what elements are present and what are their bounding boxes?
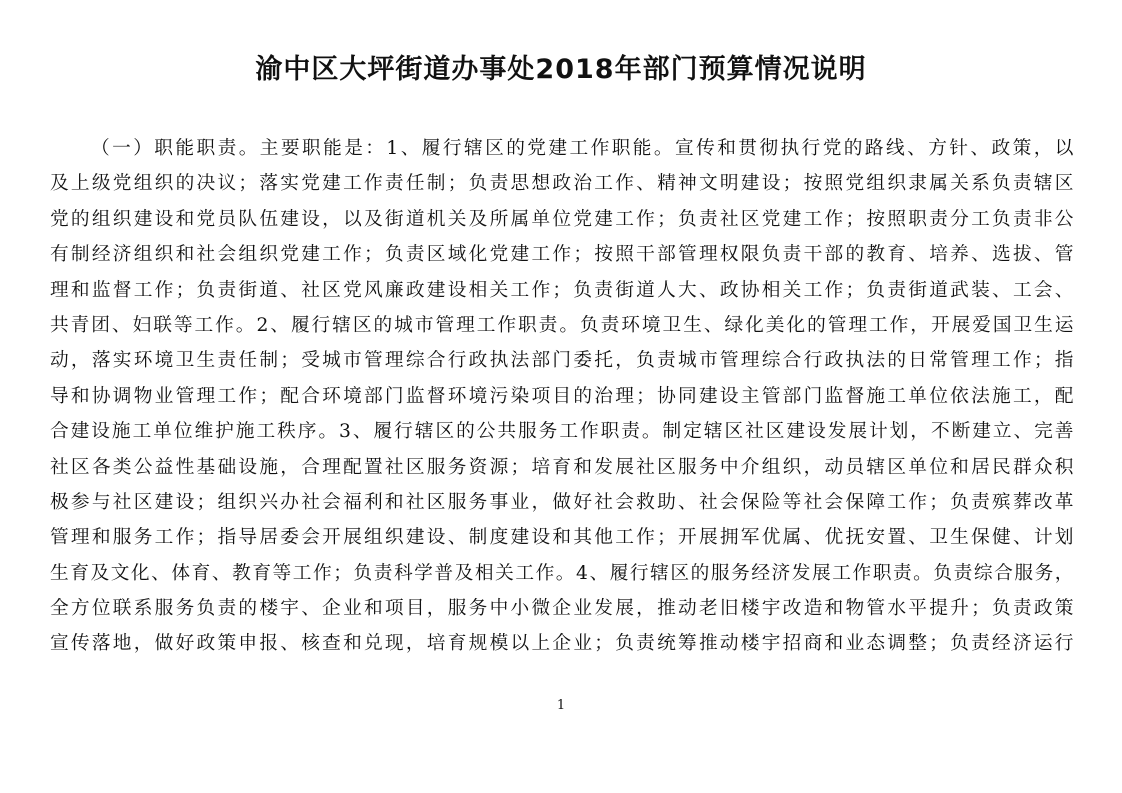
paragraph-line: 导和协调物业管理工作；配合环境部门监督环境污染项目的治理；协同建设主管部门监督施工单位依法施工，配 <box>50 385 1074 407</box>
paragraph-line: （一）职能职责。主要职能是：1、履行辖区的党建工作职能。宣传和贯彻执行党的路线、方针、政策，以 <box>91 138 1074 159</box>
paragraph-line: 有制经济组织和社会组织党建工作；负责区域化党建工作；按照干部管理权限负责干部的教育、培养、选拔、管 <box>50 244 1074 266</box>
paragraph-line: 管理和服务工作；指导居委会开展组织建设、制度建设和其他工作；开展拥军优属、优抚安置、卫生保健、计划 <box>50 527 1074 549</box>
paragraph-line: 共青团、妇联等工作。2、履行辖区的城市管理工作职责。负责环境卫生、绿化美化的管理工作，开展爱国卫生运 <box>50 314 1074 336</box>
page-number: 1 <box>556 698 566 713</box>
paragraph-line: 合建设施工单位维护施工秩序。3、履行辖区的公共服务工作职责。制定辖区社区建设发展计划，不断建立、完善 <box>50 421 1074 443</box>
paragraph-line: 生育及文化、体育、教育等工作；负责科学普及相关工作。4、履行辖区的服务经济发展工作职责。负责综合服务， <box>50 562 1074 584</box>
page-title: 渝中区大坪街道办事处2018年部门预算情况说明 <box>255 54 867 85</box>
paragraph-line: 社区各类公益性基础设施，合理配置社区服务资源；培育和发展社区服务中介组织，动员辖区单位和居民群众积 <box>50 456 1074 478</box>
paragraph-line: 全方位联系服务负责的楼宇、企业和项目，服务中小微企业发展，推动老旧楼宇改造和物管水平提升；负责政策 <box>50 598 1074 620</box>
paragraph-line: 理和监督工作；负责街道、社区党风廉政建设相关工作；负责街道人大、政协相关工作；负责街道武装、工会、 <box>50 279 1074 301</box>
body-paragraph <box>50 131 1074 662</box>
paragraph-line: 极参与社区建设；组织兴办社会福利和社区服务事业，做好社会救助、社会保险等社会保障工作；负责殡葬改革 <box>50 491 1074 513</box>
paragraph-line: 动，落实环境卫生责任制；受城市管理综合行政执法部门委托，负责城市管理综合行政执法的日常管理工作；指 <box>50 350 1074 372</box>
paragraph-line: 及上级党组织的决议；落实党建工作责任制；负责思想政治工作、精神文明建设；按照党组织隶属关系负责辖区 <box>50 173 1074 195</box>
paragraph-line: 党的组织建设和党员队伍建设，以及街道机关及所属单位党建工作；负责社区党建工作；按照职责分工负责非公 <box>50 208 1074 230</box>
paragraph-line: 宣传落地，做好政策申报、核查和兑现，培育规模以上企业；负责统筹推动楼宇招商和业态调整；负责经济运行 <box>50 633 1074 655</box>
